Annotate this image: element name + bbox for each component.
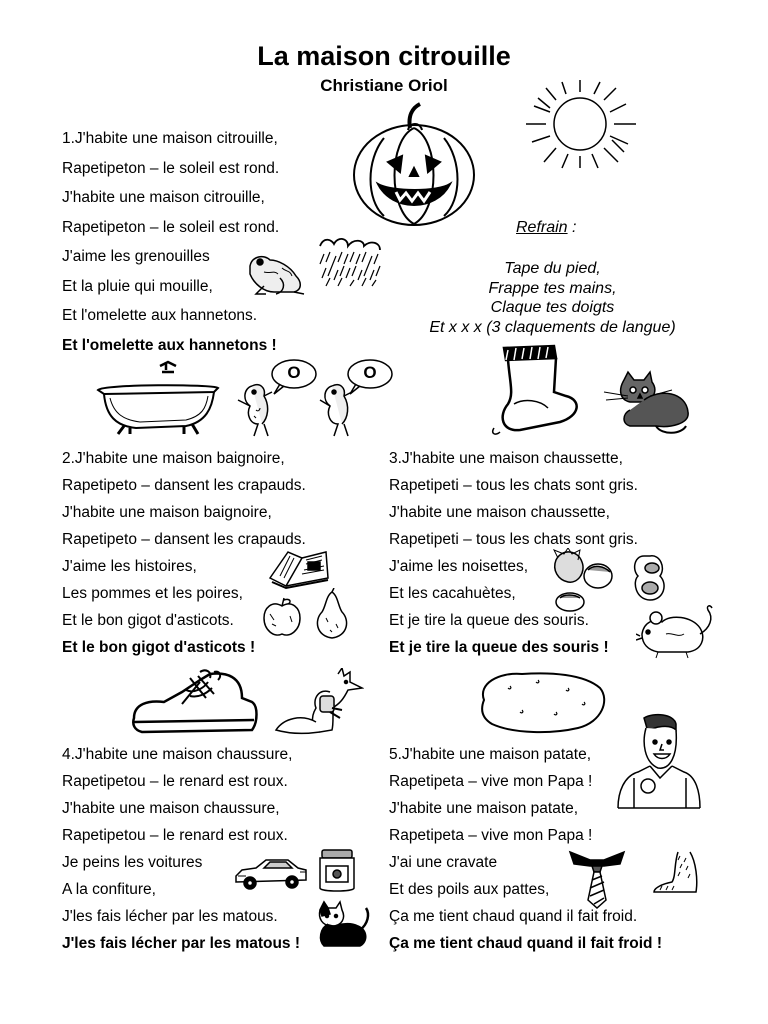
pumpkin-icon [348, 100, 480, 230]
sock-icon [484, 344, 584, 436]
verse-line: Les pommes et les poires, [62, 585, 243, 602]
frog-icon [244, 248, 306, 296]
verse-line: Rapetipeton – le soleil est rond. [62, 218, 280, 236]
author-name: Christiane Oriol [320, 76, 448, 95]
verse-final-line: Et je tire la queue des souris ! [389, 639, 609, 656]
verse-line: Et la pluie qui mouille, [62, 277, 213, 295]
verse-line: J'habite une maison baignoire, [62, 504, 272, 521]
book-icon [268, 548, 330, 590]
peanut-icon [630, 552, 670, 604]
refrain-line: Tape du pied, [504, 260, 601, 277]
refrain-colon: : [567, 219, 577, 236]
verse-final-line: Et l'omelette aux hannetons ! [62, 336, 277, 354]
verse-line: Et je tire la queue des souris. [389, 612, 589, 629]
verse-line: Et les cacahuètes, [389, 585, 516, 602]
verse-1 [62, 124, 279, 360]
bubble-text: O [363, 363, 377, 382]
verse-line: Ça me tient chaud quand il fait froid. [389, 908, 638, 925]
jam-jar-icon [316, 848, 358, 894]
toad-icon [318, 358, 394, 438]
dad-icon [614, 712, 702, 812]
mouse-icon [636, 604, 718, 660]
fox-icon [272, 668, 364, 738]
bathtub-icon [96, 356, 220, 436]
verse-line: J'aime les grenouilles [62, 248, 210, 265]
tie-icon [568, 850, 626, 910]
page-title: La maison citrouille [257, 41, 511, 71]
verse-line: Rapetipeti – tous les chats sont gris. [389, 531, 638, 548]
hazelnut-icon [552, 548, 628, 612]
verse-line: J'les fais lécher par les matous. [62, 908, 278, 925]
verse-line: Rapetipetou – le renard est roux. [62, 827, 288, 844]
refrain-line: Frappe tes mains, [488, 279, 617, 297]
verse-line: J'ai une cravate [389, 854, 498, 871]
verse-line: A la confiture, [62, 881, 156, 898]
verse-final-line: Ça me tient chaud quand il fait froid ! [389, 935, 662, 952]
verse-line: Rapetipeta – vive mon Papa ! [389, 827, 593, 844]
bubble-text: O [287, 363, 301, 382]
verse-line: Rapetipeti – tous les chats sont gris. [389, 477, 638, 494]
verse-line: Et le bon gigot d'asticots. [62, 612, 234, 629]
verse-line: J'aime les histoires, [62, 558, 197, 575]
verse-final-line: J'les fais lécher par les matous ! [62, 935, 301, 952]
verse-line: J'aime les noisettes, [389, 558, 529, 575]
verse-line: 3.J'habite une maison chaussette, [389, 450, 623, 467]
refrain-text [395, 259, 710, 337]
sun-icon [522, 78, 640, 170]
cat-icon [600, 370, 692, 436]
apple-icon [262, 596, 302, 638]
potato-icon [474, 668, 610, 736]
refrain-line: Et x x x (3 claquements de langue) [429, 318, 676, 336]
refrain-line: Claque tes doigts [490, 299, 615, 316]
car-icon [234, 858, 308, 892]
verse-final-line: Et le bon gigot d'asticots ! [62, 639, 256, 656]
hairy-foot-icon [650, 850, 702, 896]
toad-icon [234, 358, 320, 438]
verse-line: Rapetipeto – dansent les crapauds. [62, 477, 306, 494]
verse-line: 5.J'habite une maison patate, [389, 746, 592, 763]
verse-line: 1.J'habite une maison citrouille, [62, 130, 278, 147]
verse-line: Rapetipeto – dansent les crapauds. [62, 531, 306, 548]
refrain-heading [516, 219, 576, 237]
verse-line: Rapetipeton – le soleil est rond. [62, 159, 280, 177]
verse-line: J'habite une maison chaussure, [62, 800, 280, 817]
shoe-icon [130, 668, 262, 738]
kitten-icon [310, 900, 372, 950]
verse-line: Je peins les voitures [62, 854, 203, 871]
rain-icon [318, 234, 384, 288]
verse-4 [62, 741, 300, 957]
verse-line: 2.J'habite une maison baignoire, [62, 450, 285, 467]
pear-icon [312, 588, 352, 640]
verse-line: J'habite une maison chaussette, [389, 504, 610, 521]
verse-line: J'habite une maison patate, [389, 800, 579, 817]
verse-line: Et des poils aux pattes, [389, 881, 550, 898]
verse-line: 4.J'habite une maison chaussure, [62, 746, 293, 763]
verse-line: J'habite une maison citrouille, [62, 189, 265, 206]
verse-line: Rapetipetou – le renard est roux. [62, 773, 288, 790]
refrain-label: Refrain [516, 219, 568, 236]
verse-line: Et l'omelette aux hannetons. [62, 307, 258, 324]
verse-line: Rapetipeta – vive mon Papa ! [389, 773, 593, 790]
